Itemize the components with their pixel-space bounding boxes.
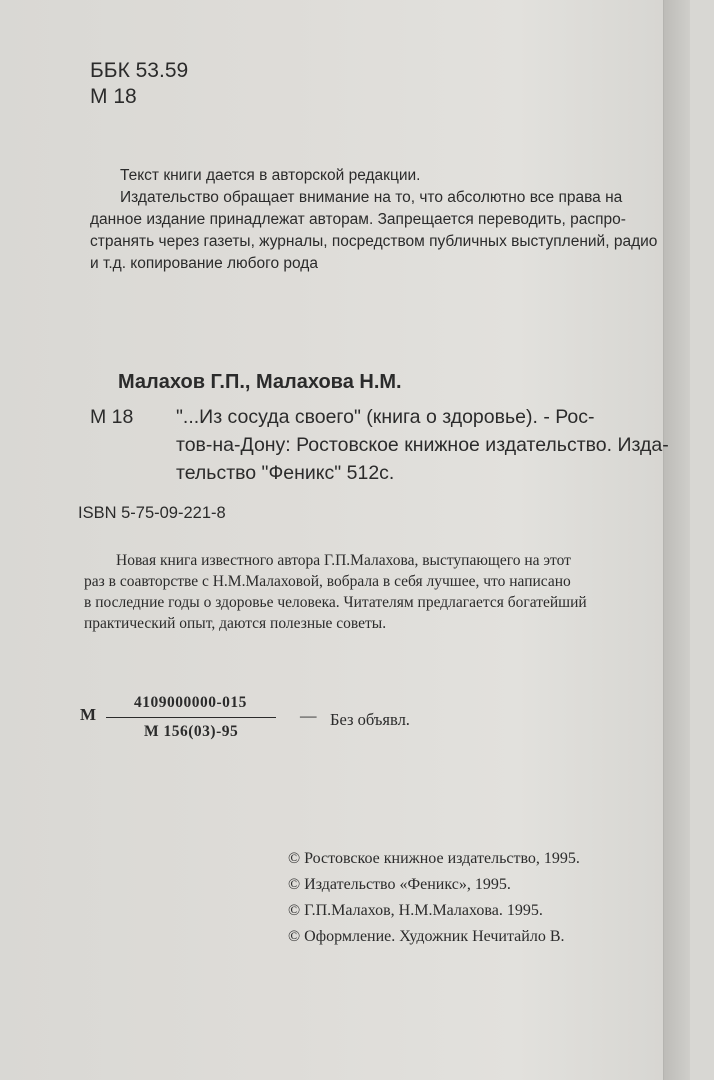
notice-line: и т.д. копирование любого рода	[90, 255, 318, 272]
copyright-line: © Издательство «Феникс», 1995.	[288, 876, 511, 893]
index-dash: —	[300, 706, 317, 725]
page-edge	[663, 0, 690, 1080]
annotation-line: раз в соавторстве с Н.М.Малаховой, вобрала в себя лучшее, что написано	[84, 573, 571, 590]
index-denominator: М 156(03)-95	[144, 723, 239, 740]
notice-line: данное издание принадлежат авторам. Запрещается переводить, распро-	[90, 211, 626, 228]
annotation-line: Новая книга известного автора Г.П.Малахова, выступающего на этот	[116, 552, 571, 569]
notice-line: Издательство обращает внимание на то, что абсолютно все права на	[120, 189, 623, 206]
fraction-line	[106, 717, 276, 718]
bbk-block	[90, 58, 188, 110]
entry-line: тов-на-Дону: Ростовское книжное издательство. Изда-	[176, 434, 669, 456]
copyright-line: © Ростовское книжное издательство, 1995.	[288, 850, 580, 867]
bibliographic-entry	[90, 403, 690, 487]
copyright-line: © Г.П.Малахов, Н.М.Малахова. 1995.	[288, 902, 543, 919]
annotation	[84, 550, 694, 634]
copyright-line: © Оформление. Художник Нечитайло В.	[288, 928, 565, 945]
entry-line: тельство "Феникс" 512с.	[176, 462, 395, 484]
isbn: ISBN 5-75-09-221-8	[78, 504, 226, 522]
index-note: Без объявл.	[330, 710, 410, 729]
annotation-line: практический опыт, даются полезные советы.	[84, 615, 387, 632]
entry-code: М 18	[90, 406, 134, 428]
notice-line: странять через газеты, журналы, посредством публичных выступлений, радио	[90, 233, 658, 250]
notice-line: Текст книги дается в авторской редакции.	[120, 167, 421, 184]
authors: Малахов Г.П., Малахова Н.М.	[118, 371, 402, 393]
index-numerator: 4109000000-015	[134, 694, 247, 711]
copyright-block	[288, 846, 580, 950]
rights-notice	[90, 165, 680, 275]
bbk-code: ББК 53.59	[90, 59, 189, 82]
entry-line: "...Из сосуда своего" (книга о здоровье). - Рос-	[176, 406, 595, 428]
catalog-code: М 18	[90, 85, 137, 108]
annotation-line: в последние годы о здоровье человека. Читателям предлагается богатейший	[84, 594, 587, 611]
index-letter: М	[80, 705, 97, 724]
